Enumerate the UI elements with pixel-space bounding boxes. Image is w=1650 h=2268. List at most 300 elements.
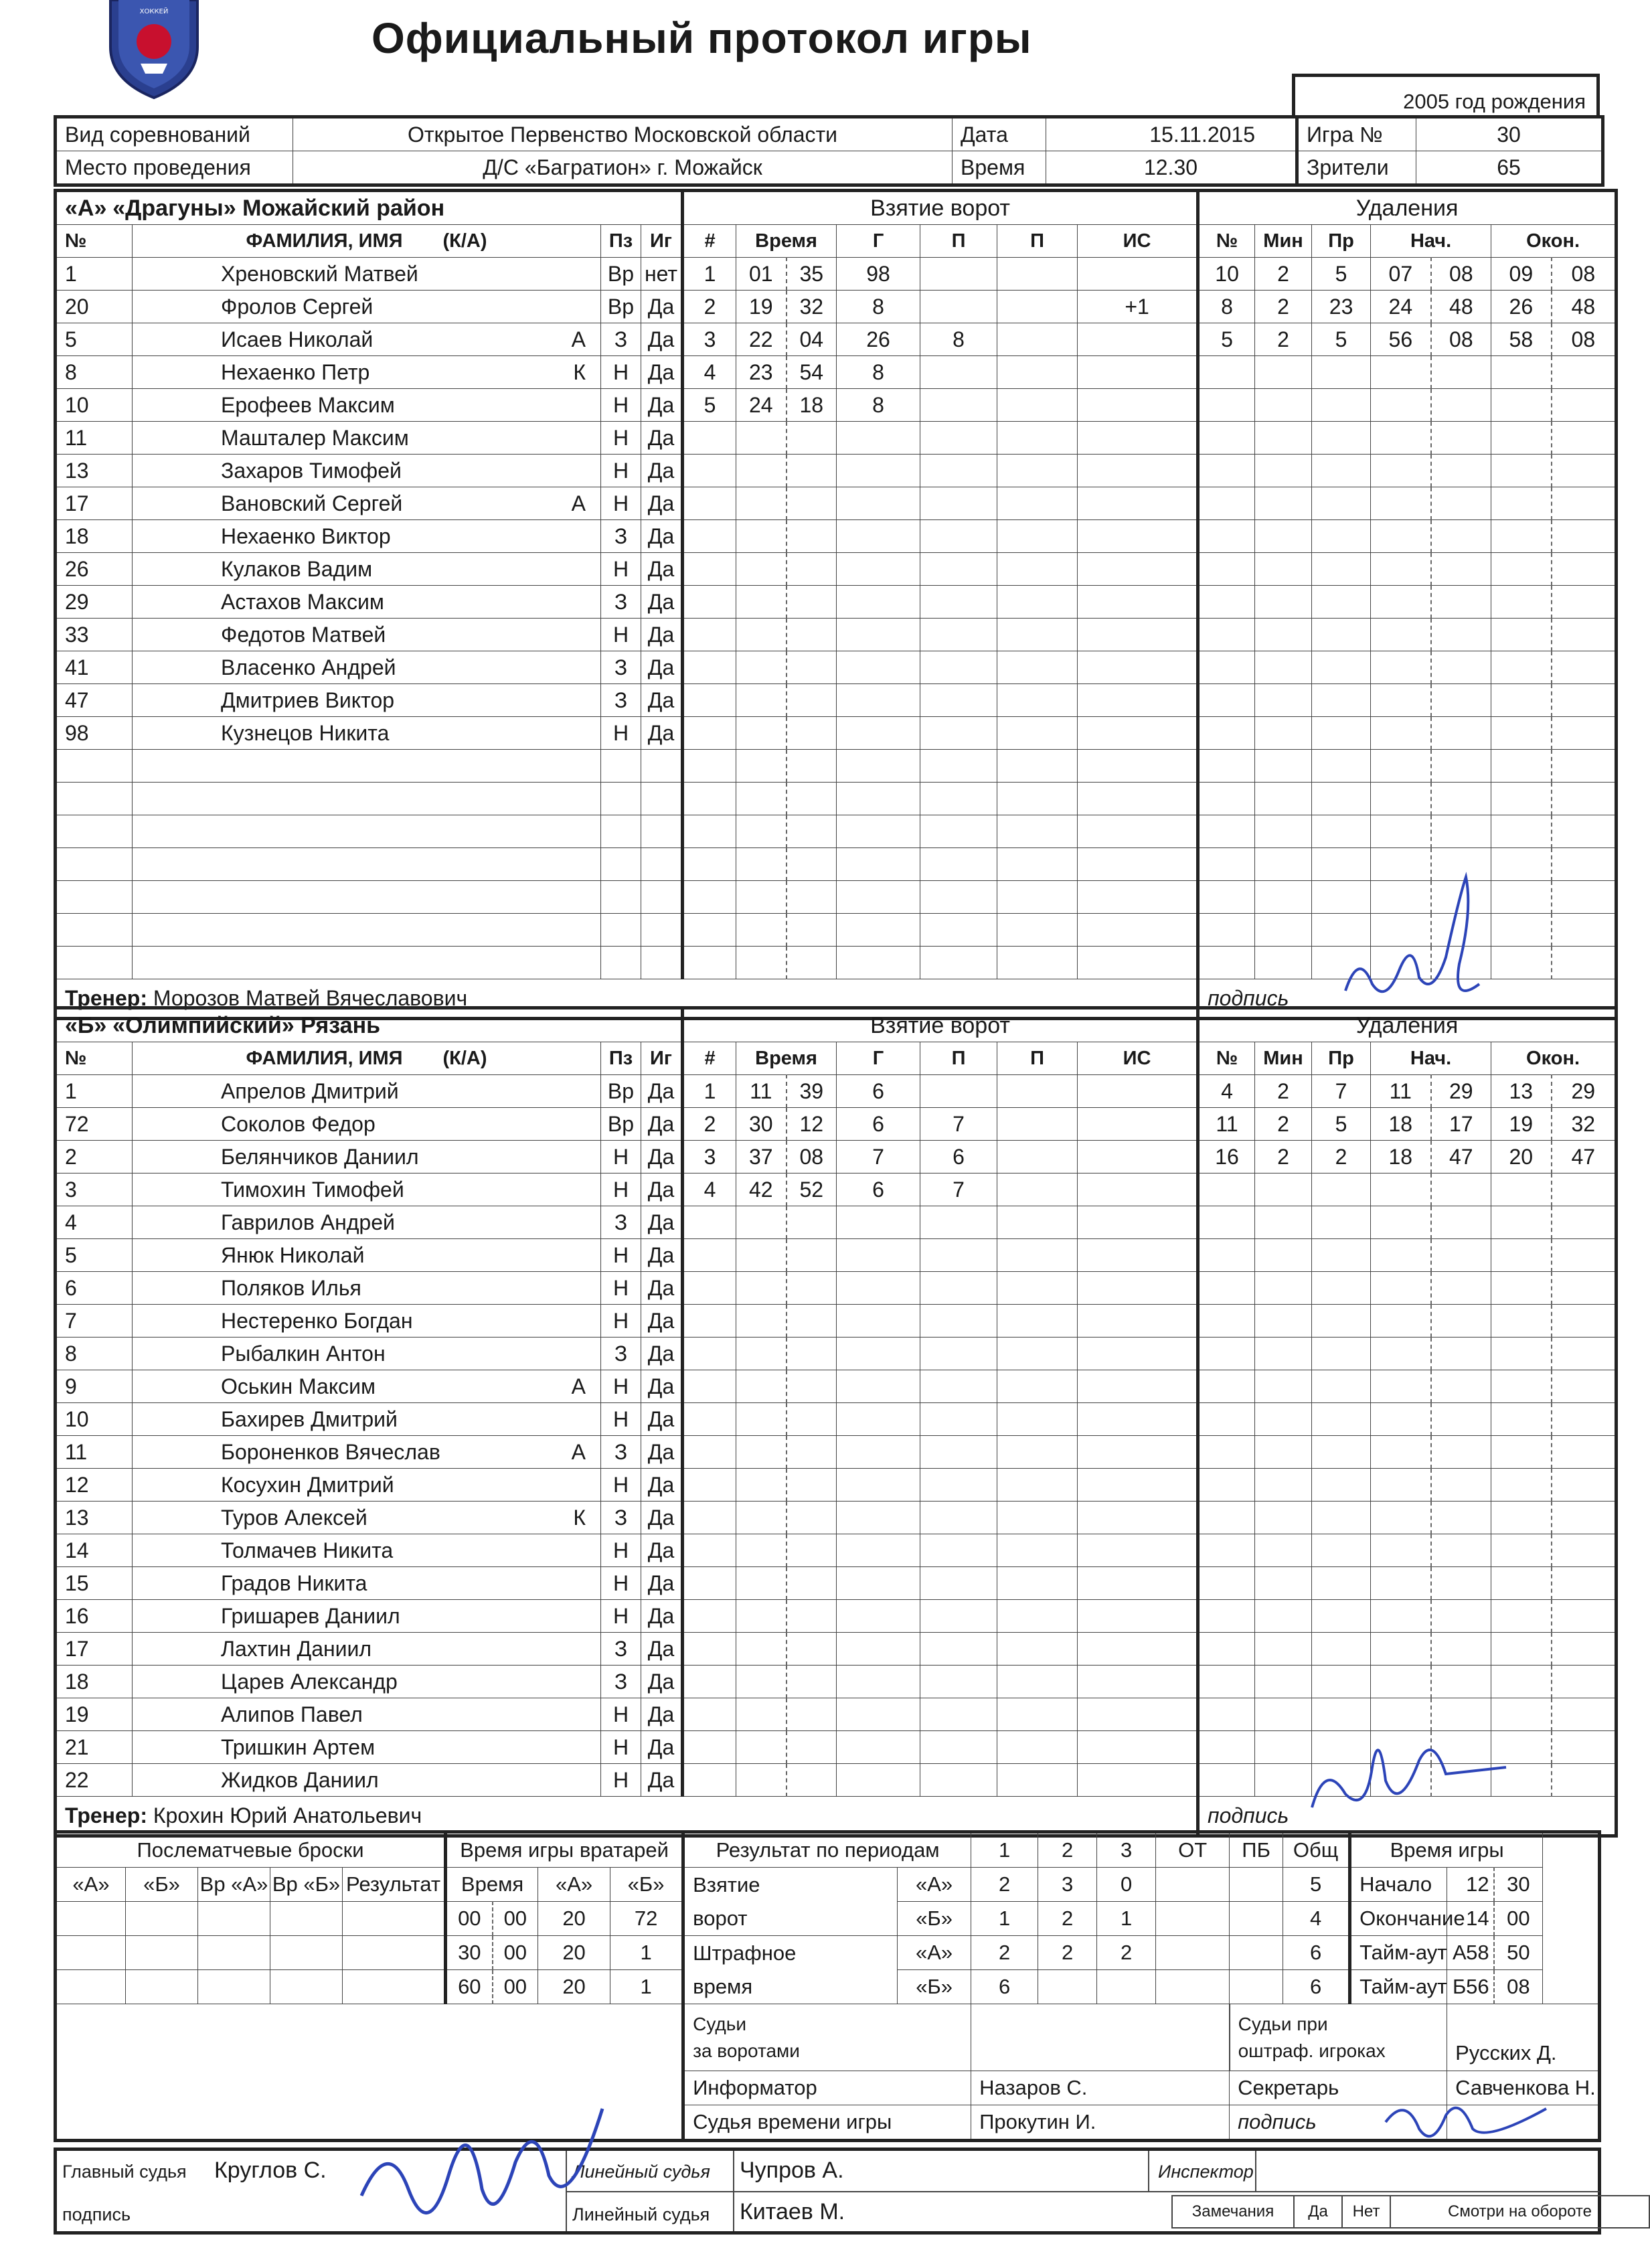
penalty-minutes <box>1255 455 1312 487</box>
penalty-end-min <box>1491 1633 1552 1666</box>
timeout-b-label: Тайм-аут Б <box>1350 1970 1447 2004</box>
player-row <box>56 619 1617 651</box>
penalty-player <box>1198 1600 1255 1633</box>
player-position: Н <box>601 1305 641 1338</box>
goal-scorer: 8 <box>837 291 920 323</box>
penalty-end-min <box>1491 684 1552 717</box>
penalty-start-sec: 17 <box>1431 1108 1491 1141</box>
goal-number <box>683 881 736 914</box>
player-number: 5 <box>56 1239 133 1272</box>
penalty-reason <box>1312 1600 1371 1633</box>
goal-assist-2 <box>997 1239 1078 1272</box>
penalty-end-sec <box>1552 455 1617 487</box>
player-row <box>56 1633 1617 1666</box>
player-played <box>641 914 683 947</box>
col-pen-num: № <box>1198 1042 1255 1075</box>
goal-assist-1 <box>920 1698 997 1731</box>
player-name-cell <box>133 291 601 323</box>
penalty-end-min: 26 <box>1491 291 1552 323</box>
col-goal-time: Время <box>736 225 837 258</box>
goal-assist-1 <box>920 1272 997 1305</box>
penalty-end-sec: 08 <box>1552 323 1617 356</box>
goal-assist-1 <box>920 1239 997 1272</box>
penalty-minutes <box>1255 684 1312 717</box>
goal-assist-2 <box>997 422 1078 455</box>
penalty-start-sec <box>1431 1502 1491 1534</box>
goal-assist-1 <box>920 389 997 422</box>
penalty-reason <box>1312 1469 1371 1502</box>
player-row <box>56 1600 1617 1633</box>
goal-number <box>683 1534 736 1567</box>
penalty-start-min <box>1371 422 1431 455</box>
penalty-player <box>1198 947 1255 979</box>
goal-time-min: 22 <box>736 323 787 356</box>
penalty-end-sec <box>1552 1239 1617 1272</box>
goal-number <box>683 783 736 815</box>
player-number <box>56 815 133 848</box>
penalty-start-min <box>1371 520 1431 553</box>
player-name-cell <box>133 815 601 848</box>
player-name: Власенко Андрей <box>221 655 396 679</box>
goal-time-min <box>736 1239 787 1272</box>
player-number: 19 <box>56 1698 133 1731</box>
goal-situation <box>1078 848 1198 881</box>
penalty-player <box>1198 586 1255 619</box>
player-name-cell <box>133 1305 601 1338</box>
goal-assist-1 <box>920 1469 997 1502</box>
pim-team-a: «А» <box>898 1936 971 1970</box>
period-col-3: 3 <box>1097 1832 1156 1868</box>
goal-number <box>683 914 736 947</box>
penalty-end-sec <box>1552 1731 1617 1764</box>
player-position: Н <box>601 422 641 455</box>
spectators-label: Зрители <box>1297 151 1416 185</box>
penalty-end-sec <box>1552 1272 1617 1305</box>
goal-assist-1 <box>920 422 997 455</box>
gk-row2-mm: 30 <box>446 1936 493 1970</box>
penalty-end-sec <box>1552 1633 1617 1666</box>
penalty-start-sec <box>1431 1764 1491 1797</box>
penalty-end-sec <box>1552 1567 1617 1600</box>
player-number: 1 <box>56 258 133 291</box>
player-position: Н <box>601 553 641 586</box>
penalty-end-sec <box>1552 422 1617 455</box>
goal-assist-1 <box>920 1764 997 1797</box>
player-position: Н <box>601 356 641 389</box>
penalty-reason <box>1312 1764 1371 1797</box>
player-number <box>56 783 133 815</box>
goal-scorer <box>837 619 920 651</box>
player-name: Дмитриев Виктор <box>221 687 395 712</box>
penalty-minutes <box>1255 1600 1312 1633</box>
player-number: 12 <box>56 1469 133 1502</box>
player-row <box>56 520 1617 553</box>
goal-scorer <box>837 520 920 553</box>
goal-time-sec <box>787 1403 837 1436</box>
player-position: Н <box>601 1370 641 1403</box>
goal-assist-1: 7 <box>920 1173 997 1206</box>
penalty-end-min <box>1491 356 1552 389</box>
penalty-minutes <box>1255 1698 1312 1731</box>
penalty-minutes: 2 <box>1255 291 1312 323</box>
goal-time-sec: 52 <box>787 1173 837 1206</box>
penalty-end-sec <box>1552 1305 1617 1338</box>
player-number: 22 <box>56 1764 133 1797</box>
end-label: Окончание <box>1350 1902 1447 1936</box>
player-number: 5 <box>56 323 133 356</box>
penalty-player <box>1198 1502 1255 1534</box>
penalty-end-min <box>1491 455 1552 487</box>
player-number: 13 <box>56 1502 133 1534</box>
goal-situation <box>1078 1469 1198 1502</box>
goal-number <box>683 684 736 717</box>
penalty-end-min <box>1491 1469 1552 1502</box>
player-name <box>141 852 221 876</box>
linesman-2-value: Китаев М. <box>740 2199 845 2224</box>
penalty-end-sec <box>1552 1370 1617 1403</box>
goal-time-min <box>736 1600 787 1633</box>
player-name-cell <box>133 619 601 651</box>
player-position: З <box>601 586 641 619</box>
goals-label-2: ворот <box>693 1906 748 1930</box>
goal-assist-2 <box>997 1206 1078 1239</box>
penalty-end-min <box>1491 487 1552 520</box>
goal-time-sec <box>787 1305 837 1338</box>
game-number-value: 30 <box>1416 117 1603 151</box>
penalty-start-sec <box>1431 1534 1491 1567</box>
goal-scorer <box>837 1469 920 1502</box>
penalty-end-sec <box>1552 1534 1617 1567</box>
col-pen-end: Окон. <box>1491 1042 1617 1075</box>
player-row <box>56 1731 1617 1764</box>
team-b-signature-label: подпись <box>1198 1797 1617 1836</box>
penalty-reason: 7 <box>1312 1075 1371 1108</box>
col-pen-end: Окон. <box>1491 225 1617 258</box>
pim-b-p1: 6 <box>971 1970 1038 2004</box>
penalty-end-sec <box>1552 947 1617 979</box>
col-goal-assist1: П <box>920 225 997 258</box>
player-row <box>56 1567 1617 1600</box>
penalty-minutes <box>1255 1338 1312 1370</box>
goal-scorer <box>837 1206 920 1239</box>
penalty-reason <box>1312 914 1371 947</box>
penalty-start-min: 07 <box>1371 258 1431 291</box>
penalty-player <box>1198 1633 1255 1666</box>
penalty-minutes: 2 <box>1255 1141 1312 1173</box>
penalty-start-sec: 08 <box>1431 258 1491 291</box>
goal-time-sec <box>787 914 837 947</box>
goal-situation <box>1078 1764 1198 1797</box>
goal-time-sec <box>787 1338 837 1370</box>
period-col-total: Общ <box>1283 1832 1350 1868</box>
player-number: 2 <box>56 1141 133 1173</box>
goals-b-pb <box>1230 1902 1283 1936</box>
penalty-player <box>1198 1239 1255 1272</box>
player-number: 11 <box>56 422 133 455</box>
player-position <box>601 914 641 947</box>
goal-assist-1 <box>920 1370 997 1403</box>
linesman-2-label: Линейный судья <box>572 2204 710 2224</box>
player-number <box>56 848 133 881</box>
penalty-end-min <box>1491 881 1552 914</box>
player-name: Хреновский Матвей <box>221 261 418 286</box>
gk-col-time: Время <box>446 1868 538 1902</box>
player-name-cell <box>133 422 601 455</box>
penalty-end-sec <box>1552 1206 1617 1239</box>
player-row <box>56 1338 1617 1370</box>
player-name: Апрелов Дмитрий <box>221 1078 399 1103</box>
goal-situation <box>1078 881 1198 914</box>
goal-situation <box>1078 1141 1198 1173</box>
penalty-player <box>1198 1272 1255 1305</box>
goals-a-p3: 0 <box>1097 1868 1156 1902</box>
goal-number: 3 <box>683 323 736 356</box>
player-row <box>56 1108 1617 1141</box>
goal-assist-1 <box>920 619 997 651</box>
player-row <box>56 1403 1617 1436</box>
player-played: Да <box>641 1108 683 1141</box>
player-row <box>56 291 1617 323</box>
penalty-player <box>1198 881 1255 914</box>
player-number: 18 <box>56 1666 133 1698</box>
penalty-end-sec <box>1552 881 1617 914</box>
goal-situation <box>1078 1502 1198 1534</box>
penalty-player <box>1198 1403 1255 1436</box>
goal-time-sec <box>787 848 837 881</box>
player-played <box>641 848 683 881</box>
goal-time-min: 30 <box>736 1108 787 1141</box>
penalty-start-sec <box>1431 1173 1491 1206</box>
player-name-cell <box>133 323 601 356</box>
penalty-minutes <box>1255 520 1312 553</box>
col-pen-start: Нач. <box>1371 225 1491 258</box>
player-position: Вр <box>601 1108 641 1141</box>
goal-number <box>683 1698 736 1731</box>
penalty-reason <box>1312 1403 1371 1436</box>
timekeeper-label: Судья времени игры <box>683 2105 971 2141</box>
player-position: Н <box>601 1731 641 1764</box>
goal-assist-2 <box>997 1108 1078 1141</box>
goal-assist-2 <box>997 389 1078 422</box>
goal-number <box>683 815 736 848</box>
player-row <box>56 815 1617 848</box>
penalty-start-min <box>1371 750 1431 783</box>
penalty-judges-label-2: оштраф. игроках <box>1238 2040 1386 2061</box>
player-played: Да <box>641 553 683 586</box>
player-number: 13 <box>56 455 133 487</box>
goal-assist-2 <box>997 1403 1078 1436</box>
penalty-minutes <box>1255 1502 1312 1534</box>
penalty-player <box>1198 1567 1255 1600</box>
player-played: Да <box>641 1239 683 1272</box>
player-name-cell <box>133 881 601 914</box>
player-name-cell <box>133 1764 601 1797</box>
end-hour: 14 <box>1447 1902 1494 1936</box>
goals-a-total: 5 <box>1283 1868 1350 1902</box>
goal-assist-2 <box>997 717 1078 750</box>
shootout-col-result: Результат <box>343 1868 446 1902</box>
goal-scorer: 26 <box>837 323 920 356</box>
goal-time-sec: 54 <box>787 356 837 389</box>
date-label: Дата <box>953 117 1046 151</box>
goal-time-min: 42 <box>736 1173 787 1206</box>
player-name-cell <box>133 553 601 586</box>
penalty-player: 16 <box>1198 1141 1255 1173</box>
goal-scorer <box>837 455 920 487</box>
player-number: 17 <box>56 487 133 520</box>
goal-scorer <box>837 947 920 979</box>
period-col-2: 2 <box>1038 1832 1097 1868</box>
gk-row2-a: 20 <box>538 1936 610 1970</box>
goal-situation <box>1078 586 1198 619</box>
coach-label: Тренер: <box>65 985 147 1010</box>
penalty-player <box>1198 1436 1255 1469</box>
penalty-reason <box>1312 1567 1371 1600</box>
goal-situation <box>1078 1305 1198 1338</box>
player-position: Н <box>601 1173 641 1206</box>
player-name <box>141 819 221 843</box>
player-row <box>56 389 1617 422</box>
gk-row1-b: 72 <box>610 1902 683 1936</box>
penalty-reason <box>1312 1534 1371 1567</box>
penalty-start-sec <box>1431 1666 1491 1698</box>
goal-assist-2 <box>997 1731 1078 1764</box>
player-captain-mark: А <box>571 1439 586 1464</box>
player-played: Да <box>641 1305 683 1338</box>
player-played: Да <box>641 1764 683 1797</box>
player-position <box>601 815 641 848</box>
penalty-end-sec <box>1552 717 1617 750</box>
goal-assist-2 <box>997 1338 1078 1370</box>
goal-assist-1 <box>920 1534 997 1567</box>
player-row <box>56 455 1617 487</box>
player-row <box>56 258 1617 291</box>
player-played <box>641 815 683 848</box>
player-row <box>56 553 1617 586</box>
player-row <box>56 422 1617 455</box>
goal-number <box>683 1436 736 1469</box>
pim-b-total: 6 <box>1283 1970 1350 2004</box>
goal-time-sec <box>787 1567 837 1600</box>
penalty-start-min <box>1371 684 1431 717</box>
goal-time-sec <box>787 1534 837 1567</box>
gk-row3-a: 20 <box>538 1970 610 2004</box>
goal-situation <box>1078 1272 1198 1305</box>
goal-time-min <box>736 717 787 750</box>
pim-team-b: «Б» <box>898 1970 971 2004</box>
goal-scorer <box>837 848 920 881</box>
goal-scorer: 6 <box>837 1108 920 1141</box>
goal-time-min <box>736 1469 787 1502</box>
penalty-player <box>1198 619 1255 651</box>
penalty-end-sec <box>1552 553 1617 586</box>
period-col-ot: ОТ <box>1156 1832 1230 1868</box>
pim-b-ot <box>1156 1970 1230 2004</box>
col-played: Иг <box>641 1042 683 1075</box>
goal-time-sec <box>787 1272 837 1305</box>
venue-value: Д/С «Багратион» г. Можайск <box>293 151 953 185</box>
penalty-player <box>1198 1469 1255 1502</box>
player-position: Н <box>601 1534 641 1567</box>
penalty-player <box>1198 1173 1255 1206</box>
player-row <box>56 1436 1617 1469</box>
shootout-title: Послематчевые броски <box>56 1832 446 1868</box>
player-position <box>601 783 641 815</box>
penalty-end-min <box>1491 619 1552 651</box>
penalty-end-min <box>1491 1305 1552 1338</box>
penalty-minutes: 2 <box>1255 258 1312 291</box>
goals-b-p2: 2 <box>1038 1902 1097 1936</box>
penalty-start-min <box>1371 1370 1431 1403</box>
player-row <box>56 947 1617 979</box>
goals-a-pb <box>1230 1868 1283 1902</box>
penalty-end-min: 13 <box>1491 1075 1552 1108</box>
goal-situation <box>1078 258 1198 291</box>
player-played <box>641 783 683 815</box>
penalty-minutes <box>1255 1206 1312 1239</box>
goal-time-min <box>736 947 787 979</box>
penalty-end-min <box>1491 1666 1552 1698</box>
penalty-reason <box>1312 651 1371 684</box>
goal-time-min: 01 <box>736 258 787 291</box>
player-name: Оськин Максим <box>221 1374 376 1398</box>
goal-time-min <box>736 422 787 455</box>
penalty-end-min <box>1491 651 1552 684</box>
remarks-yes[interactable]: Да <box>1295 2196 1343 2227</box>
goal-time-sec <box>787 586 837 619</box>
penalty-end-min <box>1491 1698 1552 1731</box>
player-position: Н <box>601 1403 641 1436</box>
penalty-end-min: 09 <box>1491 258 1552 291</box>
goal-time-sec <box>787 1436 837 1469</box>
goal-situation <box>1078 750 1198 783</box>
goal-assist-1 <box>920 750 997 783</box>
player-played: Да <box>641 1403 683 1436</box>
team-a-goals-title: Взятие ворот <box>683 191 1198 225</box>
remarks-no[interactable]: Нет <box>1343 2196 1391 2227</box>
player-number: 15 <box>56 1567 133 1600</box>
penalty-reason <box>1312 815 1371 848</box>
goal-assist-1 <box>920 881 997 914</box>
competition-label: Вид соревнований <box>56 117 293 151</box>
year-label: 2005 год рождения <box>1292 74 1600 116</box>
goal-number: 4 <box>683 1173 736 1206</box>
pim-a-pb <box>1230 1936 1283 1970</box>
player-played: Да <box>641 1567 683 1600</box>
player-name-cell <box>133 1469 601 1502</box>
goal-time-sec: 35 <box>787 258 837 291</box>
goal-number <box>683 1567 736 1600</box>
penalty-end-min <box>1491 815 1552 848</box>
goal-time-min <box>736 586 787 619</box>
player-number <box>56 914 133 947</box>
player-name: Астахов Максим <box>221 589 384 614</box>
summary-table <box>54 1830 1601 2142</box>
secretary-signature-label: подпись <box>1230 2105 1447 2141</box>
period-col-pb: ПБ <box>1230 1832 1283 1868</box>
player-name <box>141 754 221 778</box>
gk-title: Время игры вратарей <box>446 1832 683 1868</box>
goal-time-sec <box>787 750 837 783</box>
penalty-end-min <box>1491 1272 1552 1305</box>
penalty-end-min <box>1491 848 1552 881</box>
col-goal-is: ИС <box>1078 225 1198 258</box>
player-played: Да <box>641 1173 683 1206</box>
penalty-start-min <box>1371 717 1431 750</box>
goal-scorer <box>837 750 920 783</box>
penalty-end-sec <box>1552 1436 1617 1469</box>
col-pen-reason: Пр <box>1312 1042 1371 1075</box>
